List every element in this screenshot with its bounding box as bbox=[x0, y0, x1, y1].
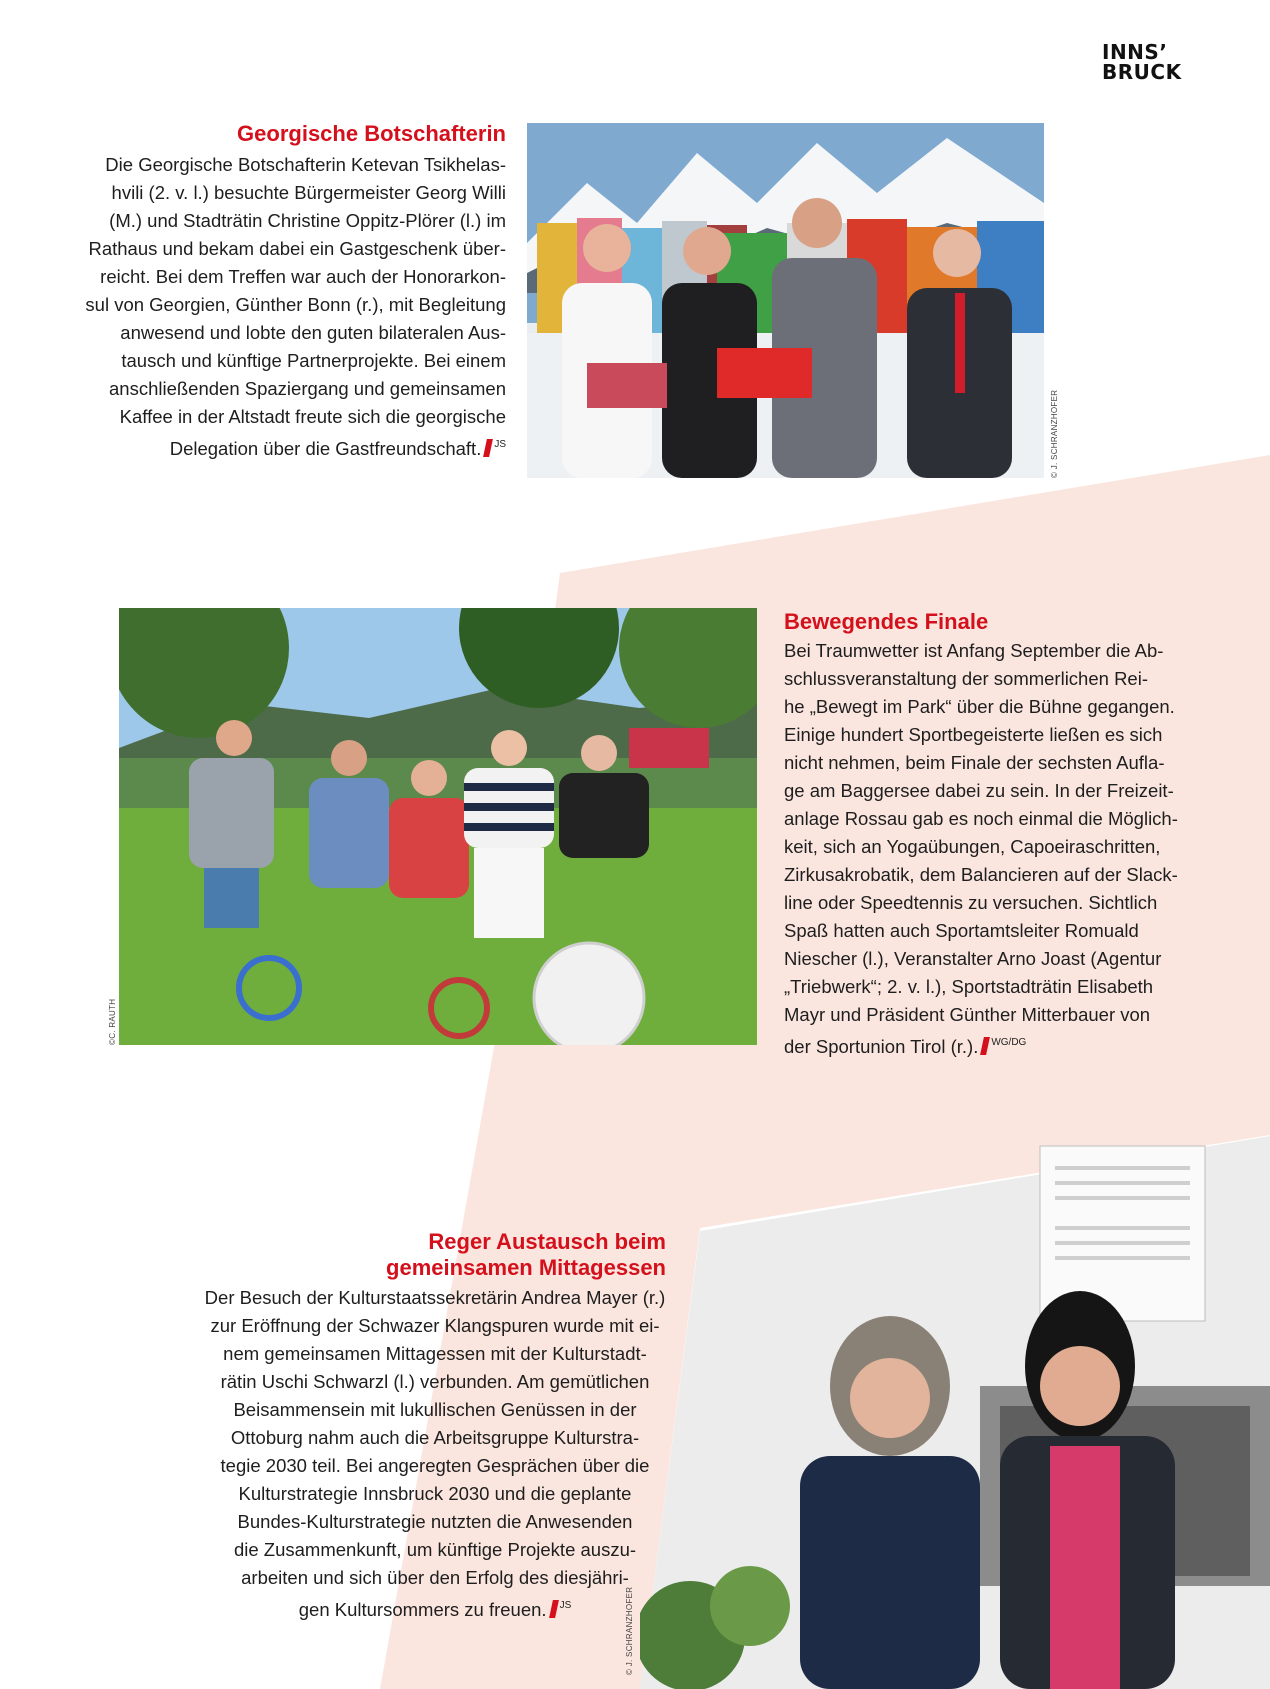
red-slash-marker bbox=[483, 439, 493, 457]
body-line: tegie 2030 teil. Bei angeregten Gesprächen über die bbox=[220, 1455, 650, 1476]
body-line: nicht nehmen, beim Finale der sechsten Aufla- bbox=[784, 752, 1165, 773]
red-slash-marker bbox=[980, 1037, 990, 1055]
body-line: tausch und künftige Partnerprojekte. Bei einem bbox=[121, 350, 506, 371]
body-line: Einige hundert Sportbegeisterte ließen es sich bbox=[784, 724, 1163, 745]
author-signature: JS bbox=[559, 1600, 572, 1611]
body-line: die Zusammenkunft, um künftige Projekte auszu- bbox=[233, 1539, 637, 1560]
body-line: keit, sich an Yogaübungen, Capoeiraschritten, bbox=[784, 836, 1161, 857]
body-line: Bei Traumwetter ist Anfang September die Ab- bbox=[784, 640, 1164, 661]
photo-credit-3: © J. SCHRANZHOFER bbox=[625, 1586, 634, 1675]
article-3-headline bbox=[330, 1229, 666, 1281]
logo-line-2: BRUCK bbox=[1102, 60, 1182, 84]
photo-credit-1: © J. SCHRANZHOFER bbox=[1050, 389, 1059, 478]
body-line: zur Eröffnung der Schwazer Klangspuren wurde mit ei- bbox=[210, 1315, 660, 1336]
photo-georgian-delegation bbox=[527, 123, 1044, 478]
article-2-body bbox=[784, 637, 1204, 1061]
body-line: anlage Rossau gab es noch einmal die Möglich- bbox=[784, 808, 1178, 829]
body-line: sul von Georgien, Günther Bonn (r.), mit Begleitung bbox=[85, 294, 506, 315]
body-line: Bundes-Kulturstrategie nutzten die Anwesenden bbox=[237, 1511, 633, 1532]
body-line: nem gemeinsamen Mittagessen mit der Kulturstadt- bbox=[223, 1343, 647, 1364]
article-1-headline: Georgische Botschafterin bbox=[237, 121, 506, 146]
body-line: Zirkusakrobatik, dem Balancieren auf der Slack- bbox=[784, 864, 1178, 885]
body-line: Beisammensein mit lukullischen Genüssen in der bbox=[233, 1399, 637, 1420]
body-line: rätin Uschi Schwarzl (l.) verbunden. Am gemütlichen bbox=[220, 1371, 650, 1392]
body-line: he „Bewegt im Park“ über die Bühne gegangen. bbox=[784, 696, 1175, 717]
body-line: schlussveranstaltung der sommerlichen Rei- bbox=[784, 668, 1148, 689]
body-line: Rathaus und bekam dabei ein Gastgeschenk über- bbox=[88, 238, 506, 259]
author-signature: JS bbox=[494, 439, 506, 450]
body-line: Spaß hatten auch Sportamtsleiter Romuald bbox=[784, 920, 1139, 941]
article-3-body bbox=[200, 1284, 670, 1624]
photo-credit-2: ©C. RAUTH bbox=[108, 998, 117, 1045]
body-line: reicht. Bei dem Treffen war auch der Honorarkon- bbox=[100, 266, 506, 287]
article-1-body bbox=[60, 151, 506, 463]
headline-line: Reger Austausch beim bbox=[428, 1229, 666, 1254]
author-signature: WG/DG bbox=[991, 1037, 1027, 1048]
red-slash-marker bbox=[549, 1600, 559, 1618]
body-line: (M.) und Stadträtin Christine Oppitz-Plörer (l.) im bbox=[109, 210, 506, 231]
photo-culture-lunch bbox=[640, 1136, 1270, 1689]
body-line: hvili (2. v. l.) besuchte Bürgermeister Georg Willi bbox=[111, 182, 506, 203]
body-line-text: Delegation über die Gastfreundschaft. bbox=[169, 438, 482, 459]
body-line-last bbox=[784, 1029, 1204, 1061]
body-line: arbeiten und sich über den Erfolg des diesjähri- bbox=[241, 1567, 629, 1588]
body-line-last bbox=[200, 1592, 670, 1624]
body-line: Mayr und Präsident Günther Mitterbauer von bbox=[784, 1004, 1151, 1025]
body-line: Kulturstrategie Innsbruck 2030 und die geplante bbox=[238, 1483, 632, 1504]
body-line: anwesend und lobte den guten bilateralen Aus- bbox=[120, 322, 506, 343]
body-line: line oder Speedtennis zu versuchen. Sichtlich bbox=[784, 892, 1158, 913]
headline-line: gemeinsamen Mittagessen bbox=[386, 1255, 666, 1280]
body-line: Ottoburg nahm auch die Arbeitsgruppe Kulturstra- bbox=[230, 1427, 640, 1448]
body-line: Der Besuch der Kulturstaatssekretärin Andrea Mayer (r.) bbox=[204, 1287, 666, 1308]
body-line: Niescher (l.), Veranstalter Arno Joast (Agentur bbox=[784, 948, 1162, 969]
body-line-text: der Sportunion Tirol (r.). bbox=[784, 1036, 979, 1057]
body-line: Kaffee in der Altstadt freute sich die georgische bbox=[119, 406, 506, 427]
article-2-headline: Bewegendes Finale bbox=[784, 609, 989, 634]
body-line: anschließenden Spaziergang und gemeinsamen bbox=[109, 378, 506, 399]
body-line-last bbox=[60, 431, 506, 463]
photo-sport-finale bbox=[119, 608, 757, 1045]
body-line-text: gen Kultursommers zu freuen. bbox=[298, 1599, 547, 1620]
body-line: ge am Baggersee dabei zu sein. In der Freizeit- bbox=[784, 780, 1174, 801]
logo-line-1: INNS’ bbox=[1102, 40, 1168, 64]
body-line: „Triebwerk“; 2. v. l.), Sportstadträtin Elisabeth bbox=[784, 976, 1154, 997]
body-line: Die Georgische Botschafterin Ketevan Tsikhelas- bbox=[105, 154, 506, 175]
innsbruck-logo bbox=[1102, 42, 1182, 82]
